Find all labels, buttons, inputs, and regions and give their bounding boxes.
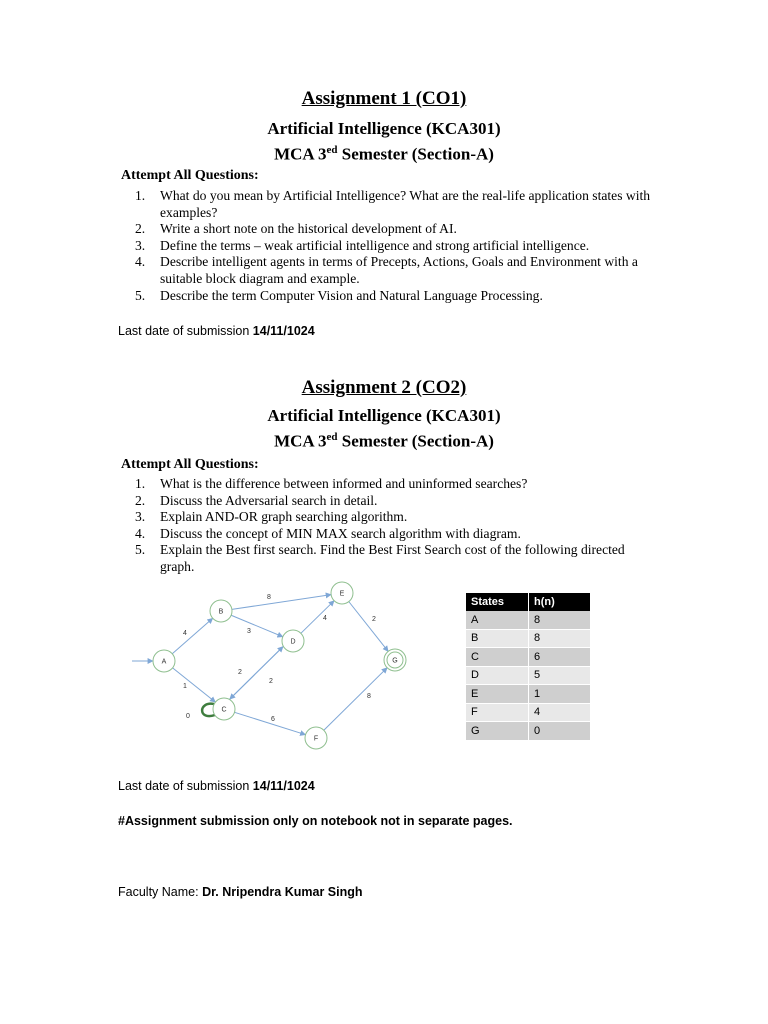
graph-node-label: C — [221, 706, 227, 714]
edge-weight-label: 2 — [269, 678, 273, 685]
edge-b-d — [231, 615, 283, 637]
edge-weight-label: 8 — [367, 693, 371, 700]
graph-node-label: E — [339, 590, 345, 598]
assignment-2-instructions: Attempt All Questions: — [121, 457, 259, 472]
question-item: 1. What do you mean by Artificial Intelligence? What are the real-life application states with examples? — [135, 188, 651, 220]
edge-f-g — [324, 668, 387, 731]
table-row: C 6 — [466, 648, 590, 667]
assignment-2-submission-date: Last date of submission 14/11/1024 — [118, 779, 315, 793]
edge-d-e — [301, 601, 334, 634]
question-item: 4. Describe intelligent agents in terms of Precepts, Actions, Goals and Environment with a suitable block diagram and example. — [135, 254, 638, 286]
edge-weight-label: 2 — [238, 669, 242, 676]
graph-node-label: G — [392, 657, 398, 665]
submission-note: #Assignment submission only on notebook not in separate pages. — [118, 814, 513, 828]
table-row: F 4 — [466, 703, 590, 722]
assignment-1-title: Assignment 1 (CO1) — [301, 88, 467, 109]
table-row: G 0 — [466, 722, 590, 741]
table-header-row — [466, 593, 590, 611]
edge-weight-label: 6 — [271, 716, 275, 723]
edge-weight-label: 3 — [247, 628, 251, 635]
graph-node-label: A — [161, 658, 167, 666]
assignment-1-instructions: Attempt All Questions: — [121, 168, 259, 183]
table-row: E 1 — [466, 685, 590, 704]
table-row: A 8 — [466, 611, 590, 629]
assignment-1-submission-date: Last date of submission 14/11/1024 — [118, 324, 315, 338]
question-item: 5. Explain the Best first search. Find the Best First Search cost of the following directed graph. — [135, 542, 625, 574]
assignment-2-title: Assignment 2 (CO2) — [301, 377, 467, 398]
assignment-2-questions — [135, 476, 655, 576]
table-row: B 8 — [466, 629, 590, 648]
edge-weight-label: 8 — [267, 594, 271, 601]
assignment-2-course: Artificial Intelligence (KCA301) — [267, 406, 501, 425]
graph-node-label: F — [313, 735, 319, 743]
edge-a-b — [172, 618, 212, 653]
question-item: 3. Explain AND-OR graph searching algorithm. — [135, 509, 408, 525]
graph-node-label: B — [218, 608, 224, 616]
table-row: D 5 — [466, 666, 590, 685]
edge-weight-label: 4 — [323, 615, 327, 622]
graph-node-label: D — [290, 638, 296, 646]
directed-graph — [120, 573, 445, 761]
column-header-hn: h(n) — [529, 593, 591, 611]
edge-e-g — [349, 602, 388, 652]
question-item: 2. Write a short note on the historical development of AI. — [135, 221, 457, 237]
column-header-states: States — [466, 593, 529, 611]
edge-a-c — [173, 668, 216, 702]
edge-weight-label: 2 — [372, 616, 376, 623]
edge-b-e — [232, 595, 331, 610]
edge-weight-label: 1 — [183, 683, 187, 690]
assignment-1-questions — [135, 188, 655, 304]
assignment-1-semester: MCA $3^{ed}$ Semester (Section-A) — [274, 144, 494, 164]
edge-weight-label: 0 — [186, 713, 190, 720]
question-item: 4. Discuss the concept of MIN MAX search algorithm with diagram. — [135, 525, 521, 541]
question-item: 2. Discuss the Adversarial search in detail. — [135, 492, 378, 508]
assignment-2-semester: MCA $3^{ed}$ Semester (Section-A) — [274, 431, 494, 451]
assignment-1-course: Artificial Intelligence (KCA301) — [267, 119, 501, 138]
question-item: 1. What is the difference between informed and uninformed searches? — [135, 476, 528, 491]
edge-weight-label: 4 — [183, 630, 187, 637]
heuristic-table — [466, 593, 590, 741]
question-item: 3. Define the terms – weak artificial intelligence and strong artificial intelligence. — [135, 237, 590, 253]
edge-c-f — [234, 712, 305, 734]
faculty-name: Faculty Name: Dr. Nripendra Kumar Singh — [118, 885, 363, 899]
question-item: 5. Describe the term Computer Vision and Natural Language Processing. — [135, 287, 543, 303]
